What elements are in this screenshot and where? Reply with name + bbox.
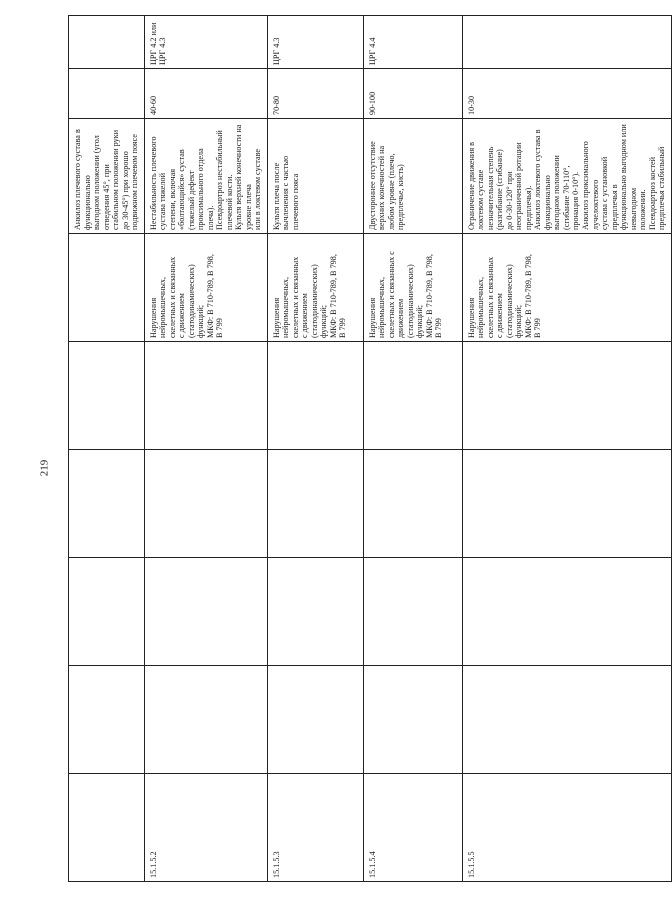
empty-cell — [462, 450, 671, 558]
percent-cell: 10-30 — [462, 69, 671, 119]
category-cell-line: функций; — [196, 305, 206, 338]
category-cell-line: (статодинамических) — [186, 264, 196, 338]
percent-cell: 70-80 — [267, 69, 363, 119]
category-cell-line: МКФ: B 710-789, B 798, — [328, 254, 338, 338]
row-code-cell: 15.1.5.4 — [363, 774, 462, 882]
category-cell-line: B 799 — [434, 318, 444, 338]
description-cell-line: Анкилоз плечевого сустава в функционально — [73, 127, 92, 230]
category-cell — [144, 234, 267, 342]
reference-cell: ЦРГ 4.3 — [267, 16, 363, 69]
description-cell-line: стабильном положении руки до 30-45°) при хорошо — [111, 127, 130, 230]
description-cell-line: степени, включая «болтающийся» сустав — [167, 149, 187, 230]
description-cell-line: Культя верхней конечности на уровне плеча — [234, 122, 253, 230]
category-cell-line: с движением — [300, 293, 310, 338]
description-cell-line: Нестабильность плечевого сустава тяжелой — [148, 134, 168, 230]
table-row — [363, 16, 462, 882]
description-cell-line: Ограничение движения в локтевом суставе — [466, 139, 486, 230]
percent-cell — [69, 69, 145, 119]
description-cell-line: до 0-30-120° при неограниченной ротации — [504, 142, 524, 230]
category-cell-line: функций; — [415, 305, 425, 338]
empty-cell — [144, 342, 267, 450]
description-cell-line: плеча). — [205, 205, 215, 230]
category-cell — [267, 234, 363, 342]
description-cell-line: Псевдоартроз костей предплечья стабильный — [647, 146, 667, 230]
table-row — [462, 16, 671, 882]
reference-cell: ЦРГ 4.4 — [363, 16, 462, 69]
category-cell-line: МКФ: B 710-789, B 798, — [523, 254, 533, 338]
percent-cell: 90-100 — [363, 69, 462, 119]
category-cell-line: (статодинамических) — [504, 264, 514, 338]
empty-cell — [144, 558, 267, 666]
category-cell-line: B 799 — [533, 318, 543, 338]
description-cell — [69, 119, 145, 234]
description-cell-line: пронация 0-10°). — [571, 171, 581, 230]
empty-cell — [363, 558, 462, 666]
description-cell-line: любом уровне (плечо, предплечье, кисть) — [386, 151, 406, 230]
empty-cell — [462, 558, 671, 666]
category-cell — [69, 234, 145, 342]
empty-cell — [267, 342, 363, 450]
category-cell — [462, 234, 671, 342]
description-cell-line: подвижном плечевом поясе — [130, 134, 140, 230]
description-cell-line: Двустороннее отсутствие верхних конечностей на — [367, 139, 387, 230]
category-cell-line: (статодинамических) — [309, 264, 319, 338]
description-cell — [267, 119, 363, 234]
row-code-cell: 15.1.5.2 — [144, 774, 267, 882]
category-cell-line: нейромышечных, — [158, 277, 168, 338]
row-code-cell — [69, 774, 145, 882]
row-code-cell: 15.1.5.3 — [267, 774, 363, 882]
description-cell-line: Анкилоз локтевого сустава в функционально — [533, 127, 552, 230]
description-cell-line: Псевдоартроз нестабильный плечевой кости. — [215, 128, 234, 230]
description-cell-line: положении. — [638, 189, 648, 230]
category-cell-line: нейромышечных, — [476, 277, 486, 338]
category-cell-line: Нарушения — [271, 297, 281, 338]
empty-cell — [144, 450, 267, 558]
category-cell-line: B 799 — [215, 318, 225, 338]
empty-cell — [267, 666, 363, 774]
category-cell-line: Нарушения — [466, 297, 476, 338]
table-row — [267, 16, 363, 882]
empty-cell — [267, 450, 363, 558]
empty-cell — [144, 666, 267, 774]
row-code-cell: 15.1.5.5 — [462, 774, 671, 882]
description-cell-line: (тяжелый дефект проксимального отдела — [186, 148, 206, 230]
empty-cell — [462, 666, 671, 774]
category-cell-line: Нарушения — [367, 297, 377, 338]
empty-cell — [462, 342, 671, 450]
category-cell-line: нейромышечных, — [377, 277, 387, 338]
category-cell-line: (статодинамических) — [405, 264, 415, 338]
empty-cell — [363, 450, 462, 558]
category-cell-line: скелетных и связанных — [167, 256, 177, 338]
description-cell-line: предплечья). — [523, 185, 533, 230]
category-cell-line: скелетных и связанных — [290, 256, 300, 338]
description-cell — [363, 119, 462, 234]
category-cell — [363, 234, 462, 342]
category-cell-line: функций; — [514, 305, 524, 338]
criteria-table — [68, 15, 672, 882]
table-row — [144, 16, 267, 882]
empty-cell — [363, 666, 462, 774]
description-cell-line: функционально выгодном или невыгодном — [619, 122, 638, 230]
empty-cell — [69, 342, 145, 450]
reference-cell — [462, 16, 671, 69]
category-cell-line: движением — [396, 298, 406, 338]
category-cell-line: B 799 — [338, 318, 348, 338]
description-cell-line: незначительная степень (разгибание (сгибание) — [485, 144, 505, 230]
description-cell-line: или в локтевом суставе — [253, 148, 263, 230]
category-cell-line: с движением — [177, 293, 187, 338]
table-row — [69, 16, 145, 882]
description-cell-line: выгодном положении (угол отведения 45°, при — [92, 133, 111, 230]
category-cell-line: нейромышечных, — [281, 277, 291, 338]
category-cell-line: МКФ: B 710-789, B 798, — [205, 254, 215, 338]
description-cell-line: сустава с установкой предплечья в — [600, 154, 619, 230]
percent-cell: 40-60 — [144, 69, 267, 119]
category-cell-line: скелетных и связанных — [485, 256, 495, 338]
empty-cell — [69, 450, 145, 558]
rotated-table-container — [68, 16, 667, 882]
description-cell-line: Анкилоз проксимального лучелоктевого — [580, 139, 600, 230]
page-number: 219 — [38, 459, 51, 477]
category-cell-line: МКФ: B 710-789, B 798, — [424, 254, 434, 338]
description-cell — [144, 119, 267, 234]
category-cell-line: Нарушения — [148, 297, 158, 338]
empty-cell — [363, 342, 462, 450]
category-cell-line: функций; — [319, 305, 329, 338]
empty-cell — [69, 666, 145, 774]
description-cell-line: Культя плеча после вычленения с частью — [271, 155, 291, 230]
empty-cell — [69, 558, 145, 666]
empty-cell — [267, 558, 363, 666]
category-cell-line: с движением — [495, 293, 505, 338]
description-cell-line: выгодном положении (сгибание 70-110°, — [552, 153, 571, 230]
reference-cell: ЦРГ 4.2 или ЦРГ 4.3 — [144, 16, 267, 69]
reference-cell — [69, 16, 145, 69]
category-cell-line: скелетных и связанных с — [386, 251, 396, 338]
description-cell — [462, 119, 671, 234]
description-cell-line: плечевого пояса — [290, 173, 300, 230]
